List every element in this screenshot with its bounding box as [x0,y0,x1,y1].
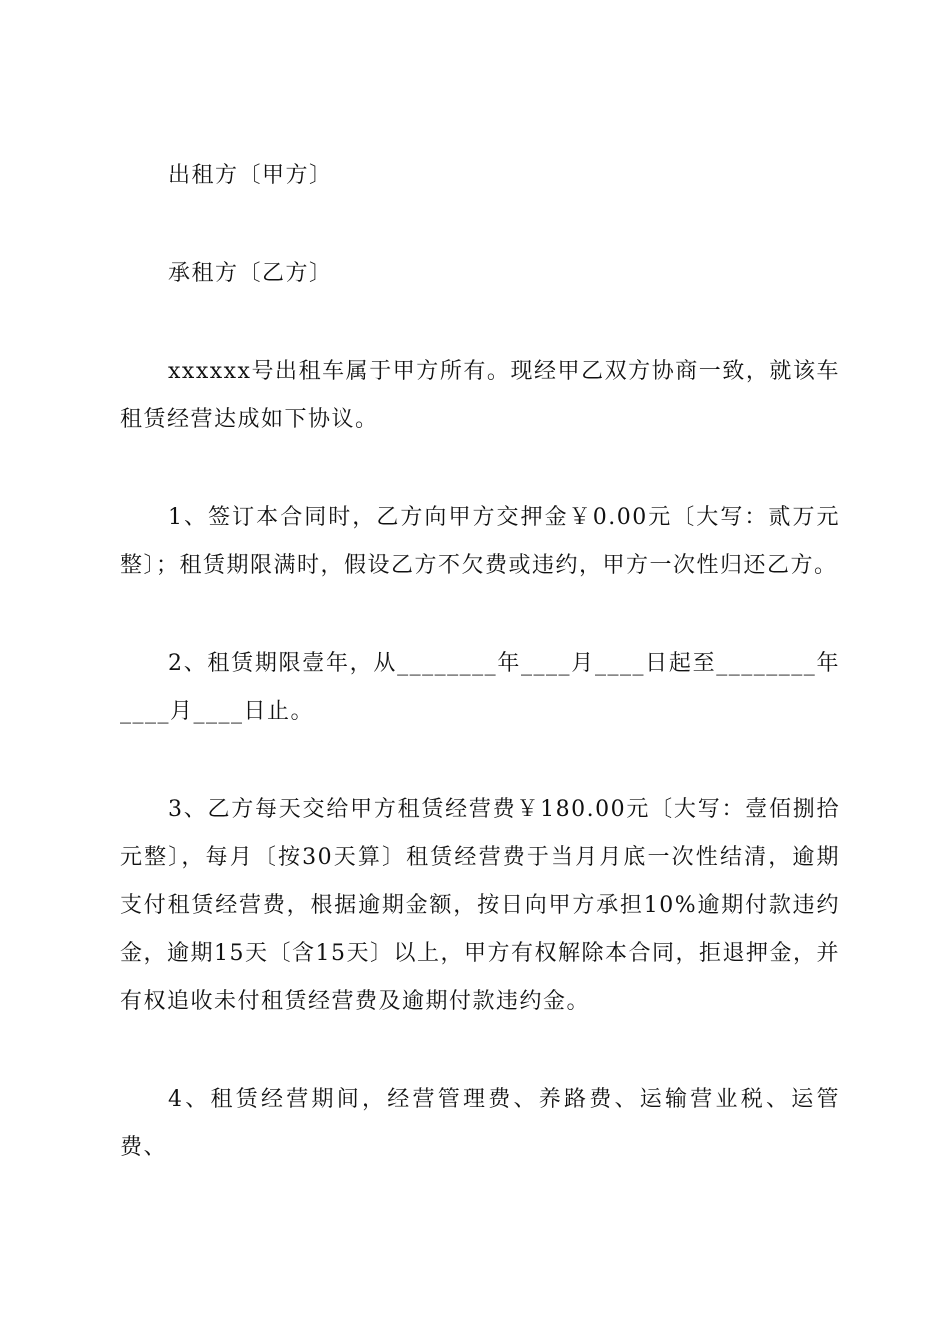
clause-3-lease-fee: 3、乙方每天交给甲方租赁经营费￥180.00元〔大写：壹佰捌拾元整〕，每月〔按30天算〕租赁经营费于当月月底一次性结清，逾期支付租赁经营费，根据逾期金额，按日向甲方承担10%逾期付款违约金，逾期15天〔含15天〕以上，甲方有权解除本合同，拒退押金，并有权追收未付租赁经营费及逾期付款违约金。 [120,797,840,1014]
clause-1-deposit: 1、签订本合同时，乙方向甲方交押金￥0.00元〔大写：贰万元整〕；租赁期限满时，假设乙方不欠费或违约，甲方一次性归还乙方。 [120,505,840,578]
clause-4-fees: 4、租赁经营期间，经营管理费、养路费、运输营业税、运管费、 [120,1087,840,1160]
preamble-paragraph: xxxxxx号出租车属于甲方所有。现经甲乙双方协商一致，就该车租赁经营达成如下协议。 [120,359,840,432]
lessee-line: 承租方〔乙方〕 [168,261,333,286]
clause-2-lease-term: 2、租赁期限壹年，从________年____月____日起至________年____月____日止。 [120,651,840,724]
lessor-line: 出租方〔甲方〕 [168,163,333,188]
contract-body [120,152,840,1172]
